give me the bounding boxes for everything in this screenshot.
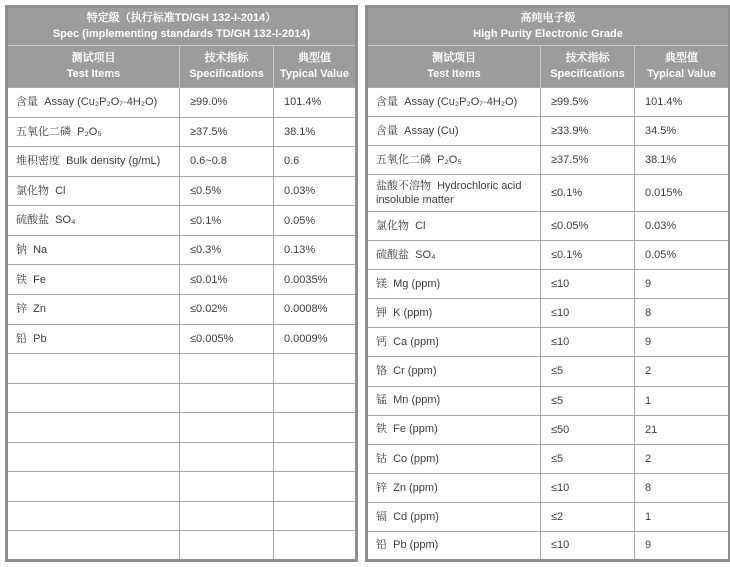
test-item-cell [7,531,180,561]
table-title [7,7,357,46]
typical-value-cell [274,442,357,472]
typical-value-cell: 101.4% [635,88,730,117]
high-purity-grade-table [365,5,730,562]
table-row [367,146,730,175]
test-item-cell [7,354,180,384]
test-item-cell: 氯化物 Cl [7,176,180,206]
test-item-cell: 硫酸盐 SO₄ [367,241,541,270]
column-header-typical-value [274,46,357,88]
test-item-cell: 铅 Pb (ppm) [367,531,541,560]
typical-value-cell: 0.0035% [274,265,357,295]
specification-cell: ≤50 [541,415,635,444]
test-item-cell: 五氧化二磷 P₂O₅ [367,146,541,175]
table-title-zh: 特定级（执行标准TD/GH 132-I-2014） [86,11,277,24]
table-row [367,270,730,299]
specification-cell [180,472,274,502]
empty-table-row [7,531,357,561]
typical-value-cell [274,501,357,531]
empty-table-row [7,442,357,472]
test-item-cell: 铁 Fe [7,265,180,295]
empty-table-row [7,413,357,443]
specification-cell: ≥33.9% [541,117,635,146]
test-item-cell: 硫酸盐 SO₄ [7,206,180,236]
column-header-zh: 测试项目 [71,51,116,64]
table-row [367,212,730,241]
specification-cell: ≤0.1% [541,175,635,212]
specification-cell: ≤2 [541,502,635,531]
column-header-zh: 典型值 [665,51,699,64]
typical-value-cell: 21 [635,415,730,444]
specification-cell: ≤0.05% [541,212,635,241]
test-item-cell [7,501,180,531]
column-header-row [367,46,730,88]
spec-grade-table [5,5,358,562]
table-title-en: High Purity Electronic Grade [473,27,623,40]
specification-cell: ≤0.005% [180,324,274,354]
typical-value-cell: 1 [635,502,730,531]
specification-cell: ≤10 [541,328,635,357]
specification-cell [180,531,274,561]
table-row [7,176,357,206]
table-row [7,294,357,324]
specification-cell [180,383,274,413]
table-row [367,88,730,117]
table-row [7,88,357,118]
column-header-en: Typical Value [647,67,716,80]
test-item-cell: 钠 Na [7,235,180,265]
table-row [367,241,730,270]
specification-cell: ≤10 [541,270,635,299]
table-row [367,328,730,357]
column-header-en: Test Items [427,67,481,80]
test-item-cell: 锌 Zn [7,294,180,324]
typical-value-cell: 0.0009% [274,324,357,354]
typical-value-cell: 2 [635,357,730,386]
test-item-cell: 氯化物 Cl [367,212,541,241]
table-row [367,531,730,560]
test-item-cell: 铅 Pb [7,324,180,354]
typical-value-cell: 2 [635,444,730,473]
table-title-row [367,7,730,46]
test-item-cell: 五氧化二磷 P₂O₅ [7,117,180,147]
table-row [7,117,357,147]
test-item-cell: 钙 Ca (ppm) [367,328,541,357]
column-header-row [7,46,357,88]
table-row [367,502,730,531]
table-row [367,415,730,444]
typical-value-cell: 101.4% [274,88,357,118]
column-header-en: Specifications [189,67,264,80]
table-row [7,206,357,236]
column-header-zh: 测试项目 [432,51,476,64]
typical-value-cell: 8 [635,299,730,328]
specification-cell: ≤0.02% [180,294,274,324]
column-header-en: Typical Value [280,67,349,80]
column-header-en: Test Items [66,67,121,80]
typical-value-cell [274,383,357,413]
column-header-zh: 典型值 [298,51,331,64]
column-header-zh: 技术指标 [204,51,249,64]
typical-value-cell: 0.6 [274,147,357,177]
test-item-cell: 含量 Assay (Cu₂P₂O₇·4H₂O) [367,88,541,117]
specification-cell: ≥37.5% [541,146,635,175]
typical-value-cell: 9 [635,270,730,299]
table-row [367,357,730,386]
table-row [367,473,730,502]
high-purity-table-body [367,88,730,561]
table-row [7,265,357,295]
typical-value-cell [274,413,357,443]
table-title-en: Spec (implementing standards TD/GH 132-I-2014) [52,27,311,40]
typical-value-cell: 38.1% [274,117,357,147]
typical-value-cell [274,354,357,384]
test-item-cell: 堆积密度 Bulk density (g/mL) [7,147,180,177]
specification-cell: ≤0.3% [180,235,274,265]
empty-table-row [7,383,357,413]
test-item-cell: 盐酸不溶物 Hydrochloric acid insoluble matter [367,175,541,212]
table-row [7,324,357,354]
specification-cell: ≤0.5% [180,176,274,206]
table-title-row [7,7,357,46]
table-row [367,444,730,473]
typical-value-cell: 0.03% [635,212,730,241]
table-row [7,235,357,265]
test-item-cell: 铁 Fe (ppm) [367,415,541,444]
specification-cell [180,413,274,443]
column-header-test-items [7,46,180,88]
empty-table-row [7,501,357,531]
table-row [367,299,730,328]
column-header-specifications [180,46,274,88]
test-item-cell: 含量 Assay (Cu) [367,117,541,146]
specification-cell: ≤0.1% [180,206,274,236]
specification-cell: ≤10 [541,473,635,502]
specification-cell [180,354,274,384]
typical-value-cell: 34.5% [635,117,730,146]
specification-cell: ≤0.1% [541,241,635,270]
typical-value-cell: 9 [635,328,730,357]
high-purity-table-header [367,7,730,88]
typical-value-cell: 38.1% [635,146,730,175]
empty-table-row [7,354,357,384]
specification-cell [180,442,274,472]
specification-cell: ≤5 [541,357,635,386]
typical-value-cell: 8 [635,473,730,502]
table-row [7,147,357,177]
empty-table-row [7,472,357,502]
table-row [367,386,730,415]
specification-cell: ≥37.5% [180,117,274,147]
test-item-cell: 铬 Cr (ppm) [367,357,541,386]
column-header-typical-value [635,46,730,88]
spec-grade-table-body [7,88,357,561]
test-item-cell [7,472,180,502]
typical-value-cell: 0.0008% [274,294,357,324]
specification-cell: ≤5 [541,386,635,415]
specification-cell: ≤5 [541,444,635,473]
test-item-cell: 含量 Assay (Cu₂P₂O₇·4H₂O) [7,88,180,118]
test-item-cell: 钾 K (ppm) [367,299,541,328]
typical-value-cell [274,472,357,502]
typical-value-cell: 0.13% [274,235,357,265]
table-title [367,7,730,46]
test-item-cell: 锌 Zn (ppm) [367,473,541,502]
specification-cell: ≤0.01% [180,265,274,295]
typical-value-cell: 0.015% [635,175,730,212]
column-header-specifications [541,46,635,88]
column-header-en: Specifications [550,67,625,80]
typical-value-cell [274,531,357,561]
specification-cell: ≤10 [541,299,635,328]
test-item-cell: 锰 Mn (ppm) [367,386,541,415]
typical-value-cell: 0.05% [274,206,357,236]
typical-value-cell: 1 [635,386,730,415]
table-title-zh: 高纯电子级 [520,11,576,24]
spec-grade-table-header [7,7,357,88]
column-header-zh: 技术指标 [565,51,610,64]
column-header-test-items [367,46,541,88]
specification-cell [180,501,274,531]
test-item-cell [7,442,180,472]
typical-value-cell: 0.03% [274,176,357,206]
test-item-cell: 镉 Cd (ppm) [367,502,541,531]
typical-value-cell: 9 [635,531,730,560]
specification-cell: ≥99.5% [541,88,635,117]
test-item-cell: 钴 Co (ppm) [367,444,541,473]
specification-cell: ≥99.0% [180,88,274,118]
specification-cell: 0.6~0.8 [180,147,274,177]
table-row [367,117,730,146]
test-item-cell [7,413,180,443]
table-row [367,175,730,212]
test-item-cell: 镁 Mg (ppm) [367,270,541,299]
test-item-cell [7,383,180,413]
typical-value-cell: 0.05% [635,241,730,270]
specification-cell: ≤10 [541,531,635,560]
